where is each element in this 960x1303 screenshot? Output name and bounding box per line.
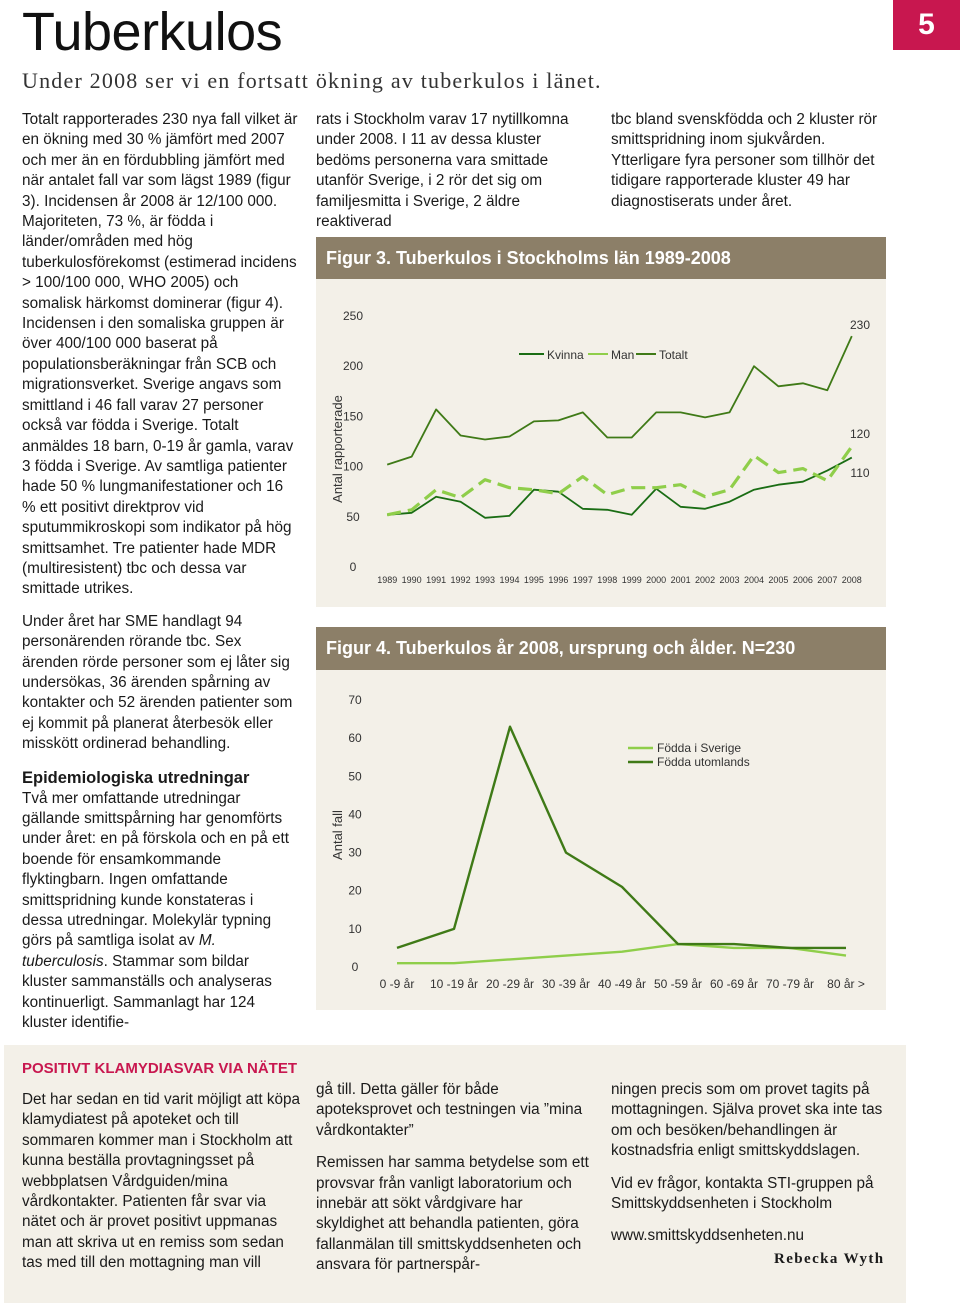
x-tick-label: 1993 (475, 575, 496, 585)
info-paragraph: gå till. Detta gäller för både apoteksprovet och testningen via ”mina vårdkontakter” (316, 1081, 583, 1139)
x-tick-label: 1997 (572, 575, 593, 585)
info-paragraph: Remissen har samma betydelse som ett provsvar från vanligt laboratorium och innebär att sökt vårdgivare har skyldighet att behandla patienten, göra fallanmälan till smittskyddsenheten och ansvara för partnerspår- (316, 1154, 589, 1274)
page-number-badge: 5 (893, 0, 960, 50)
legend-label-totalt: Totalt (659, 348, 688, 362)
legend-label-fodda-i-sverige: Födda i Sverige (657, 741, 742, 755)
x-tick-label: 20 -29 år (485, 977, 535, 991)
legend-label-man: Man (611, 348, 635, 362)
y-tick-label: 0 (349, 560, 357, 574)
x-tick-label: 2003 (719, 575, 740, 585)
y-tick-label: 70 (348, 693, 362, 707)
info-paragraph: Vid ev frågor, kontakta STI-gruppen på Smittskyddsenheten i Stockholm (611, 1174, 874, 1213)
x-tick-label: 2002 (695, 575, 716, 585)
y-tick-label: 50 (348, 769, 362, 784)
y-tick-label: 150 (342, 409, 364, 424)
x-tick-label: 1998 (597, 575, 618, 585)
x-tick-label: 2001 (670, 575, 691, 585)
x-tick-label: 2000 (646, 575, 667, 585)
series-line-kvinna (387, 458, 852, 518)
article-paragraph: Två mer omfattande utredningar gällande smittspårning har genomförts under året: en på förskola och en på ett boende för ensamkommande flyktingbarn. Ingen omfattande smittspridning kunde konstateras i dessa utredningar. Molekylär typning görs på samtliga isolat av M. tuberculosis. Stammar som bildar kluster sammanställs och analyseras kontinuerligt. Sammanlagt har 124 kluster identifie- (22, 789, 290, 1032)
article-paragraph: tbc bland svenskfödda och 2 kluster rör smittspridning inom sjukvården. Ytterligare fyra personer som tillhör det tidigare rapporterade kluster 49 har diagnostiserats under året. (611, 111, 878, 210)
info-paragraph: Det har sedan en tid varit möjligt att köpa klamydiatest på apoteket och till sommaren kommer man i Stockholm att kunna beställa provtagningsset på webbplatsen Vårdguiden/mina vårdkontakter. Patienten får svar via nätet och är provet positivt uppmanas man att skriva ut en remiss som sedan tas med till den mottagning man vill (22, 1091, 301, 1272)
x-tick-label: 1999 (621, 575, 642, 585)
figure-4-chart (316, 670, 886, 1010)
y-tick-label: 20 (348, 883, 362, 898)
series-line-man (387, 447, 852, 515)
info-box-column-1 (22, 1090, 304, 1286)
info-box-heading: POSITIVT KLAMYDIASVAR VIA NÄTET (22, 1060, 298, 1077)
article-column-2 (316, 110, 596, 244)
chart-legend (519, 348, 688, 362)
data-label-totalt: 230 (849, 318, 871, 332)
x-tick-label: 2005 (768, 575, 789, 585)
x-tick-label: 10 -19 år (429, 977, 479, 991)
figure-3-chart (316, 279, 886, 607)
legend-label-fodda-utomlands: Födda utomlands (657, 755, 750, 769)
y-axis-label: Antal fall (330, 810, 345, 860)
x-tick-label: 50 -59 år (653, 977, 703, 991)
x-tick-label: 1989 (377, 575, 398, 585)
info-paragraph: ningen precis som om provet tagits på mottagningen. Själva provet ska inte tas om och besöken/behandlingen är kostnadsfria enligt smittskyddslagen. (611, 1081, 883, 1160)
info-box-column-3 (611, 1080, 896, 1253)
article-paragraph: rats i Stockholm varav 17 nytillkomna under 2008. I 11 av dessa kluster bedöms personerna vara smittade utanför Sverige, i 2 rör det sig om familjesmitta i Sverige, 2 äldre reaktiverad (316, 111, 569, 231)
series-line-fodda-utomlands (397, 727, 846, 948)
x-tick-label: 30 -39 år (541, 977, 591, 991)
author-signature: Rebecka Wyth (774, 1251, 885, 1267)
y-tick-label: 10 (348, 921, 362, 936)
y-tick-label: 30 (348, 845, 362, 860)
article-paragraph: Under året har SME handlagt 94 personärenden rörande tbc. Sex ärenden rörde personer som ej låter sig undersökas, 36 ärenden spårning av kontakter och 52 ärenden patienter som ej kommit på planerat återbesök eller misskött ordinerad behandling. (22, 612, 293, 753)
x-tick-label: 2007 (817, 575, 838, 585)
section-heading: Epidemiologiska utredningar (22, 768, 250, 787)
chart-legend (628, 741, 750, 769)
x-tick-label: 2004 (743, 575, 764, 585)
y-tick-label: 0 (351, 960, 359, 974)
x-tick-label: 70 -79 år (765, 977, 815, 991)
info-box-column-2 (316, 1080, 594, 1288)
x-tick-label: 1992 (450, 575, 471, 585)
data-label-man: 120 (849, 427, 871, 441)
x-tick-label: 60 -69 år (709, 977, 759, 991)
data-label-kvinna: 110 (850, 466, 870, 480)
y-axis-label: Antal rapporterade (330, 395, 345, 503)
article-column-1 (22, 110, 298, 1045)
y-tick-label: 200 (342, 359, 364, 374)
y-tick-label: 100 (342, 459, 364, 474)
x-tick-label: 1996 (548, 575, 569, 585)
species-name: M. tuberculosis (22, 932, 216, 970)
page-subtitle: Under 2008 ser vi en fortsatt ökning av tuberkulos i länet. (22, 68, 602, 93)
x-tick-label: 1995 (523, 575, 544, 585)
x-tick-label: 80 år > (827, 977, 865, 991)
x-tick-label: 2006 (792, 575, 813, 585)
legend-label-kvinna: Kvinna (547, 348, 584, 362)
y-tick-label: 40 (348, 807, 362, 822)
x-tick-label: 2008 (841, 575, 862, 585)
x-tick-label: 0 -9 år (379, 977, 415, 991)
article-paragraph: Totalt rapporterades 230 nya fall vilket är en ökning med 30 % jämfört med 2007 och mer än en fördubbling jämfört med när antalet fall var som lägst 1989 (figur 3). Incidensen år 2008 är 12/100 000. Majoriteten, 73 %, är födda i länder/områden med hög tuberkulosförekomst (estimerad incidens > 100/100 000, WHO 2005) och somalisk härkomst dominerar (figur 4). Incidensen i den somaliska gruppen är över 400/100 000 baserat på populationsberäkningar från SCB och migrationsverket. Sverige angavs som smittland i 46 fall varav 27 personer också var födda i Sverige. Totalt anmäldes 18 barn, 0-19 år gamla, varav 3 födda i Sverige. Av samtliga patienter hade 50 % lungmanifestationer och 16 % ett positivt direktprov vid sputummikroskopi som indikator på hög smittsamhet. Tre patienter hade MDR (multiresistent) tbc och dessa var smittade utrikes. (22, 111, 298, 598)
y-tick-label: 50 (346, 509, 360, 524)
figure-3-title: Figur 3. Tuberkulos i Stockholms län 1989-2008 (316, 237, 886, 279)
y-tick-label: 60 (348, 731, 362, 746)
x-tick-label: 1990 (401, 575, 422, 585)
y-tick-label: 250 (342, 309, 364, 323)
x-tick-label: 1994 (499, 575, 520, 585)
article-column-3 (611, 110, 891, 224)
page-title: Tuberkulos (22, 2, 283, 62)
info-link[interactable]: www.smittskyddsenheten.nu (611, 1227, 805, 1245)
figure-4-title: Figur 4. Tuberkulos år 2008, ursprung och ålder. N=230 (316, 627, 886, 670)
x-tick-label: 1991 (426, 575, 447, 585)
x-tick-label: 40 -49 år (597, 977, 647, 991)
